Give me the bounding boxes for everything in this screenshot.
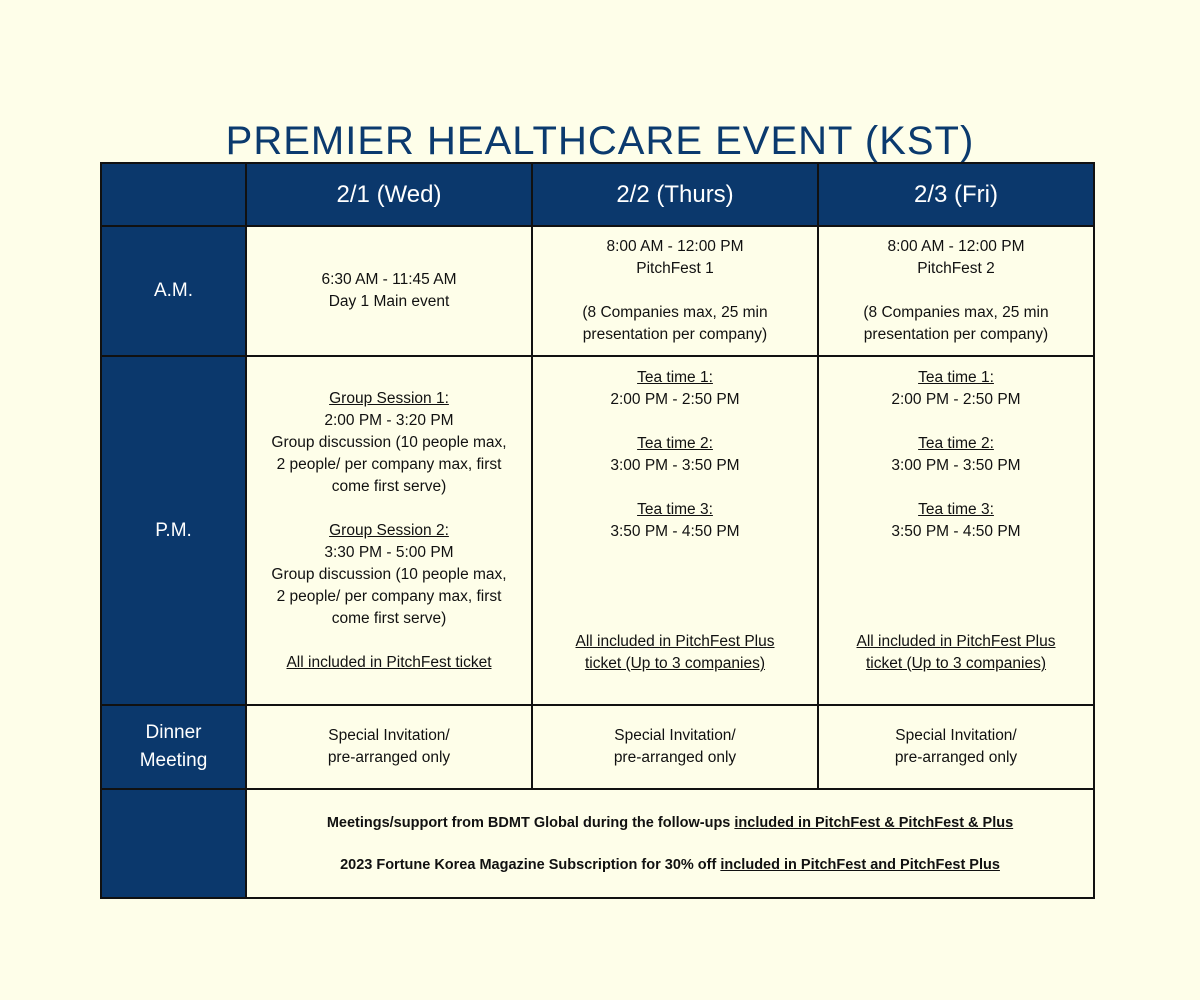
pm-wed-session-1-desc: 2 people/ per company max, first (276, 455, 502, 473)
pm-thu-included-note: ticket (Up to 3 companies) (584, 655, 766, 672)
pm-wed-cell (246, 356, 532, 705)
notes-cell (246, 789, 1094, 898)
schedule-table (100, 162, 1095, 899)
pm-label: P.M. (101, 356, 246, 705)
dinner-wed-line: Special Invitation/ (328, 727, 450, 744)
am-row (101, 226, 1094, 356)
pm-wed-session-1-desc: come first serve) (331, 477, 447, 495)
dinner-wed-line: pre-arranged only (327, 749, 451, 766)
am-thu-time: 8:00 AM - 12:00 PM (606, 238, 744, 255)
pm-thu-tea-2-title: Tea time 2: (637, 435, 713, 452)
header-thu: 2/2 (Thurs) (532, 163, 818, 226)
note-2-text: 2023 Fortune Korea Magazine Subscription for 30% off (340, 856, 721, 873)
notes-label (101, 789, 246, 898)
pm-thu-tea-1-title: Tea time 1: (637, 369, 713, 386)
am-fri-note-1: (8 Companies max, 25 min (863, 304, 1049, 321)
header-fri: 2/3 (Fri) (818, 163, 1094, 226)
am-fri-time: 8:00 AM - 12:00 PM (887, 238, 1025, 255)
pm-thu-tea-3-time: 3:50 PM - 4:50 PM (610, 523, 740, 540)
dinner-row (101, 705, 1094, 789)
am-fri-event: PitchFest 2 (917, 260, 995, 277)
pm-fri-tea-3-time: 3:50 PM - 4:50 PM (891, 523, 1021, 540)
pm-wed-session-1-time: 2:00 PM - 3:20 PM (324, 411, 454, 429)
dinner-wed-cell (246, 705, 532, 789)
am-wed-cell (246, 226, 532, 356)
am-fri-cell (818, 226, 1094, 356)
pm-thu-tea-2-time: 3:00 PM - 3:50 PM (610, 457, 740, 474)
pm-thu-included-note: All included in PitchFest Plus (575, 633, 775, 650)
am-thu-note-1: (8 Companies max, 25 min (582, 304, 768, 321)
am-label: A.M. (101, 226, 246, 356)
pm-fri-included-note: ticket (Up to 3 companies) (865, 655, 1047, 672)
dinner-fri-line: Special Invitation/ (895, 727, 1017, 744)
am-wed-time: 6:30 AM - 11:45 AM (321, 271, 457, 288)
header-corner (101, 163, 246, 226)
pm-wed-session-1-desc: Group discussion (10 people max, (271, 433, 507, 451)
dinner-fri-line: pre-arranged only (894, 749, 1018, 766)
am-thu-cell (532, 226, 818, 356)
dinner-label-line: Dinner (145, 722, 202, 743)
pm-thu-tea-1-time: 2:00 PM - 2:50 PM (610, 391, 740, 408)
am-fri-note-2: presentation per company) (863, 326, 1049, 343)
note-1-included: included in PitchFest & PitchFest & Plus (734, 814, 1014, 831)
pm-wed-session-2-title: Group Session 2: (329, 521, 449, 539)
pm-wed-session-2-desc: come first serve) (331, 609, 447, 627)
dinner-label-line: Meeting (139, 750, 208, 771)
pm-thu-cell (532, 356, 818, 705)
dinner-label (101, 705, 246, 789)
pm-wed-session-2-time: 3:30 PM - 5:00 PM (324, 543, 454, 561)
am-thu-note-2: presentation per company) (582, 326, 768, 343)
am-wed-event: Day 1 Main event (328, 293, 450, 310)
page-title: PREMIER HEALTHCARE EVENT (KST) (225, 118, 975, 163)
pm-fri-included-note: All included in PitchFest Plus (856, 633, 1056, 650)
dinner-thu-line: Special Invitation/ (614, 727, 736, 744)
note-2-included: included in PitchFest and PitchFest Plus (720, 856, 1000, 873)
pm-fri-tea-2-title: Tea time 2: (918, 435, 994, 452)
pm-wed-session-2-desc: 2 people/ per company max, first (276, 587, 502, 605)
note-1-text: Meetings/support from BDMT Global during the follow-ups (326, 814, 735, 831)
header-row (101, 163, 1094, 226)
dinner-thu-cell (532, 705, 818, 789)
notes-row (101, 789, 1094, 898)
pm-fri-tea-2-time: 3:00 PM - 3:50 PM (891, 457, 1021, 474)
pm-thu-tea-3-title: Tea time 3: (637, 501, 713, 518)
dinner-fri-cell (818, 705, 1094, 789)
pm-row (101, 356, 1094, 705)
note-line-2 (247, 854, 1093, 876)
header-wed: 2/1 (Wed) (246, 163, 532, 226)
pm-wed-session-1-title: Group Session 1: (329, 389, 449, 407)
am-thu-event: PitchFest 1 (636, 260, 714, 277)
pm-fri-cell (818, 356, 1094, 705)
pm-fri-tea-3-title: Tea time 3: (918, 501, 994, 518)
pm-fri-tea-1-title: Tea time 1: (918, 369, 994, 386)
pm-wed-session-2-desc: Group discussion (10 people max, (271, 565, 507, 583)
dinner-thu-line: pre-arranged only (613, 749, 737, 766)
pm-wed-included-note: All included in PitchFest ticket (286, 653, 492, 671)
pm-fri-tea-1-time: 2:00 PM - 2:50 PM (891, 391, 1021, 408)
note-line-1 (247, 812, 1093, 834)
